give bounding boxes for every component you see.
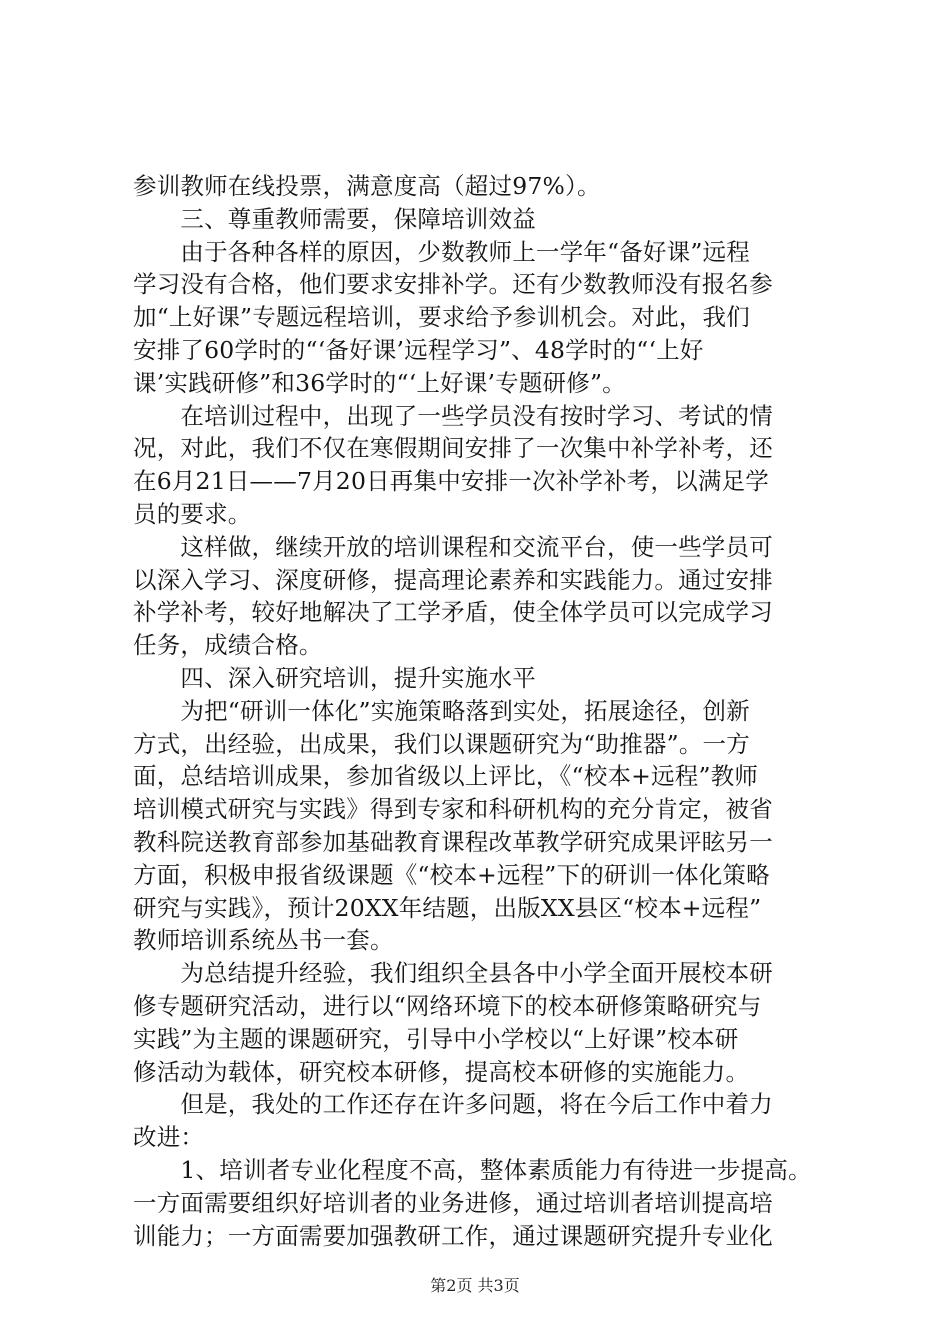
text-line: 修活动为载体，研究校本研修，提高校本研修的实施能力。 xyxy=(133,1057,750,1086)
section-heading: 三、尊重教师需要，保障培训效益 xyxy=(133,204,536,233)
text-line: 面，总结培训成果，参加省级以上评比，《“校本+远程”教师 xyxy=(133,762,759,791)
text-line: 这样做，继续开放的培训课程和交流平台，使一些学员可 xyxy=(133,532,773,561)
text-line: 方式，出经验，出成果，我们以课题研究为“助推器”。一方 xyxy=(133,729,750,758)
text-line: 修专题研究活动，进行以“网络环境下的校本研修策略研究与 xyxy=(133,992,762,1020)
text-line: 以深入学习、深度研修，提高理论素养和实践能力。通过安排 xyxy=(133,565,773,594)
text-line: 安排了60学时的“‘备好课’远程学习”、48学时的“‘上好 xyxy=(133,336,704,364)
section-heading: 四、深入研究培训，提升实施水平 xyxy=(133,664,536,692)
text-line: 任务，成绩合格。 xyxy=(133,631,323,660)
text-line: 况，对此，我们不仅在寒假期间安排了一次集中补学补考，还 xyxy=(133,434,773,463)
text-line: 研究与实践》，预计20XX年结题，出版XX县区“校本+远程” xyxy=(133,893,762,922)
text-line: 员的要求。 xyxy=(133,500,252,528)
text-line: 一方面需要组织好培训者的业务进修，通过培训者培训提高培 xyxy=(133,1188,773,1217)
text-line: 改进： xyxy=(133,1123,205,1152)
text-line: 参训教师在线投票，满意度高（超过97%）。 xyxy=(133,172,601,200)
text-line: 由于各种各样的原因，少数教师上一学年“备好课”远程 xyxy=(133,237,750,266)
text-line: 培训模式研究与实践》得到专家和科研机构的充分肯定，被省 xyxy=(133,795,773,824)
text-line: 在培训过程中，出现了一些学员没有按时学习、考试的情 xyxy=(133,401,773,430)
text-line: 为把“研训一体化”实施策略落到实处，拓展途径，创新 xyxy=(133,696,750,725)
text-line: 课’实践研修”和36学时的“‘上好课’专题研修”。 xyxy=(133,368,626,397)
text-line: 在6月21日——7月20日再集中安排一次补学补考，以满足学 xyxy=(133,467,770,496)
text-line: 训能力；一方面需要加强教研工作，通过课题研究提升专业化 xyxy=(133,1221,773,1250)
text-line: 教师培训系统丛书一套。 xyxy=(133,926,394,955)
text-line: 实践”为主题的课题研究，引导中小学校以“上好课”校本研 xyxy=(133,1024,739,1053)
text-line: 为总结提升经验，我们组织全县各中小学全面开展校本研 xyxy=(133,959,773,988)
text-line: 加“上好课”专题远程培训，要求给予参训机会。对此，我们 xyxy=(133,303,750,332)
text-line: 方面，积极申报省级课题《“校本+远程”下的研训一体化策略 xyxy=(133,860,770,889)
text-line: 补学补考，较好地解决了工学矛盾，使全体学员可以完成学习 xyxy=(133,598,773,627)
text-line: 1、培训者专业化程度不高，整体素质能力有待进一步提高。 xyxy=(133,1156,812,1184)
text-line: 但是，我处的工作还存在许多问题，将在今后工作中着力 xyxy=(133,1090,773,1119)
page-footer: 第2页 共3页 xyxy=(430,1276,520,1296)
text-line: 教科院送教育部参加基础教育课程改革教学研究成果评眩另一 xyxy=(133,828,773,856)
text-line: 学习没有合格，他们要求安排补学。还有少数教师没有报名参 xyxy=(133,270,773,299)
